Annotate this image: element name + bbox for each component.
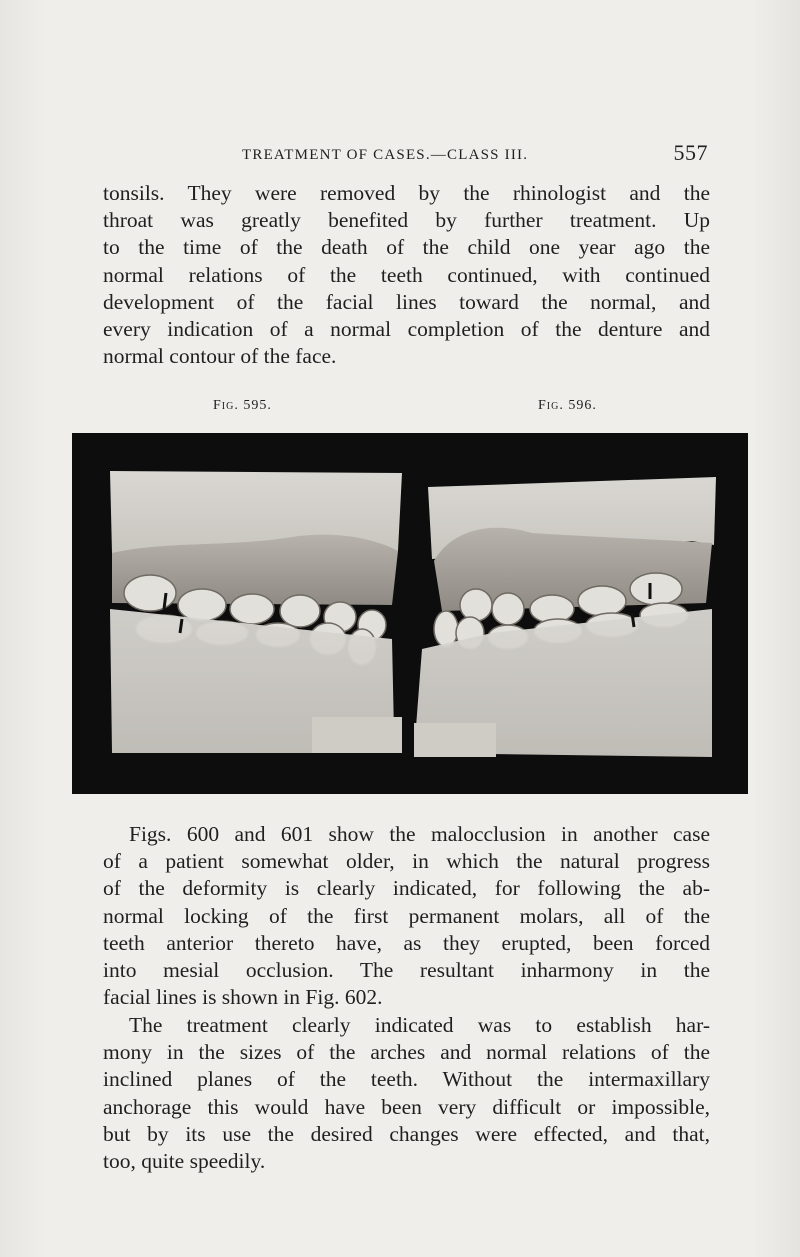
text-line: throat was greatly benefited by further treatment. Up [103, 208, 710, 233]
text-line: normal contour of the face. [103, 344, 337, 369]
text-line: mony in the sizes of the arches and normal relations of the [103, 1040, 710, 1065]
text-line: inclined planes of the teeth. Without the intermaxillary [103, 1067, 710, 1092]
paragraph-2 [103, 821, 710, 1011]
paragraph-1 [103, 180, 710, 370]
figure-label-596: Fig. 596. [538, 398, 597, 413]
text-line: of the deformity is clearly indicated, for following the ab- [103, 876, 710, 901]
dental-casts-icon [72, 433, 748, 794]
left-cast [110, 471, 402, 753]
text-line: development of the facial lines toward the normal, and [103, 289, 710, 314]
right-cast [414, 477, 716, 757]
text-line: facial lines is shown in Fig. 602. [103, 985, 383, 1010]
text-line: but by its use the desired changes were effected, and that, [103, 1121, 710, 1146]
text-line: of a patient somewhat older, in which the natural progress [103, 849, 710, 874]
text-line: too, quite speedily. [103, 1149, 266, 1174]
text-line: to the time of the death of the child one year ago the [103, 235, 710, 260]
text-line: Figs. 600 and 601 show the malocclusion in another case [129, 822, 710, 846]
text-line: anchorage this would have been very difficult or impossible, [103, 1094, 710, 1119]
text-line: The treatment clearly indicated was to establish har- [129, 1013, 710, 1037]
text-line: normal locking of the first permanent molars, all of the [103, 903, 710, 928]
dental-casts-photograph [72, 433, 748, 794]
text-line: teeth anterior thereto have, as they erupted, been forced [103, 930, 710, 955]
paragraph-3 [103, 1012, 710, 1175]
running-title: TREATMENT OF CASES.—CLASS III. [242, 147, 529, 163]
page-number: 557 [673, 140, 708, 165]
figure-label-595: Fig. 595. [213, 398, 272, 413]
text-line: into mesial occlusion. The resultant inharmony in the [103, 958, 710, 983]
text-line: tonsils. They were removed by the rhinologist and the [103, 181, 710, 205]
text-line: normal relations of the teeth continued, with continued [103, 262, 710, 287]
text-line: every indication of a normal completion of the denture and [103, 317, 710, 342]
